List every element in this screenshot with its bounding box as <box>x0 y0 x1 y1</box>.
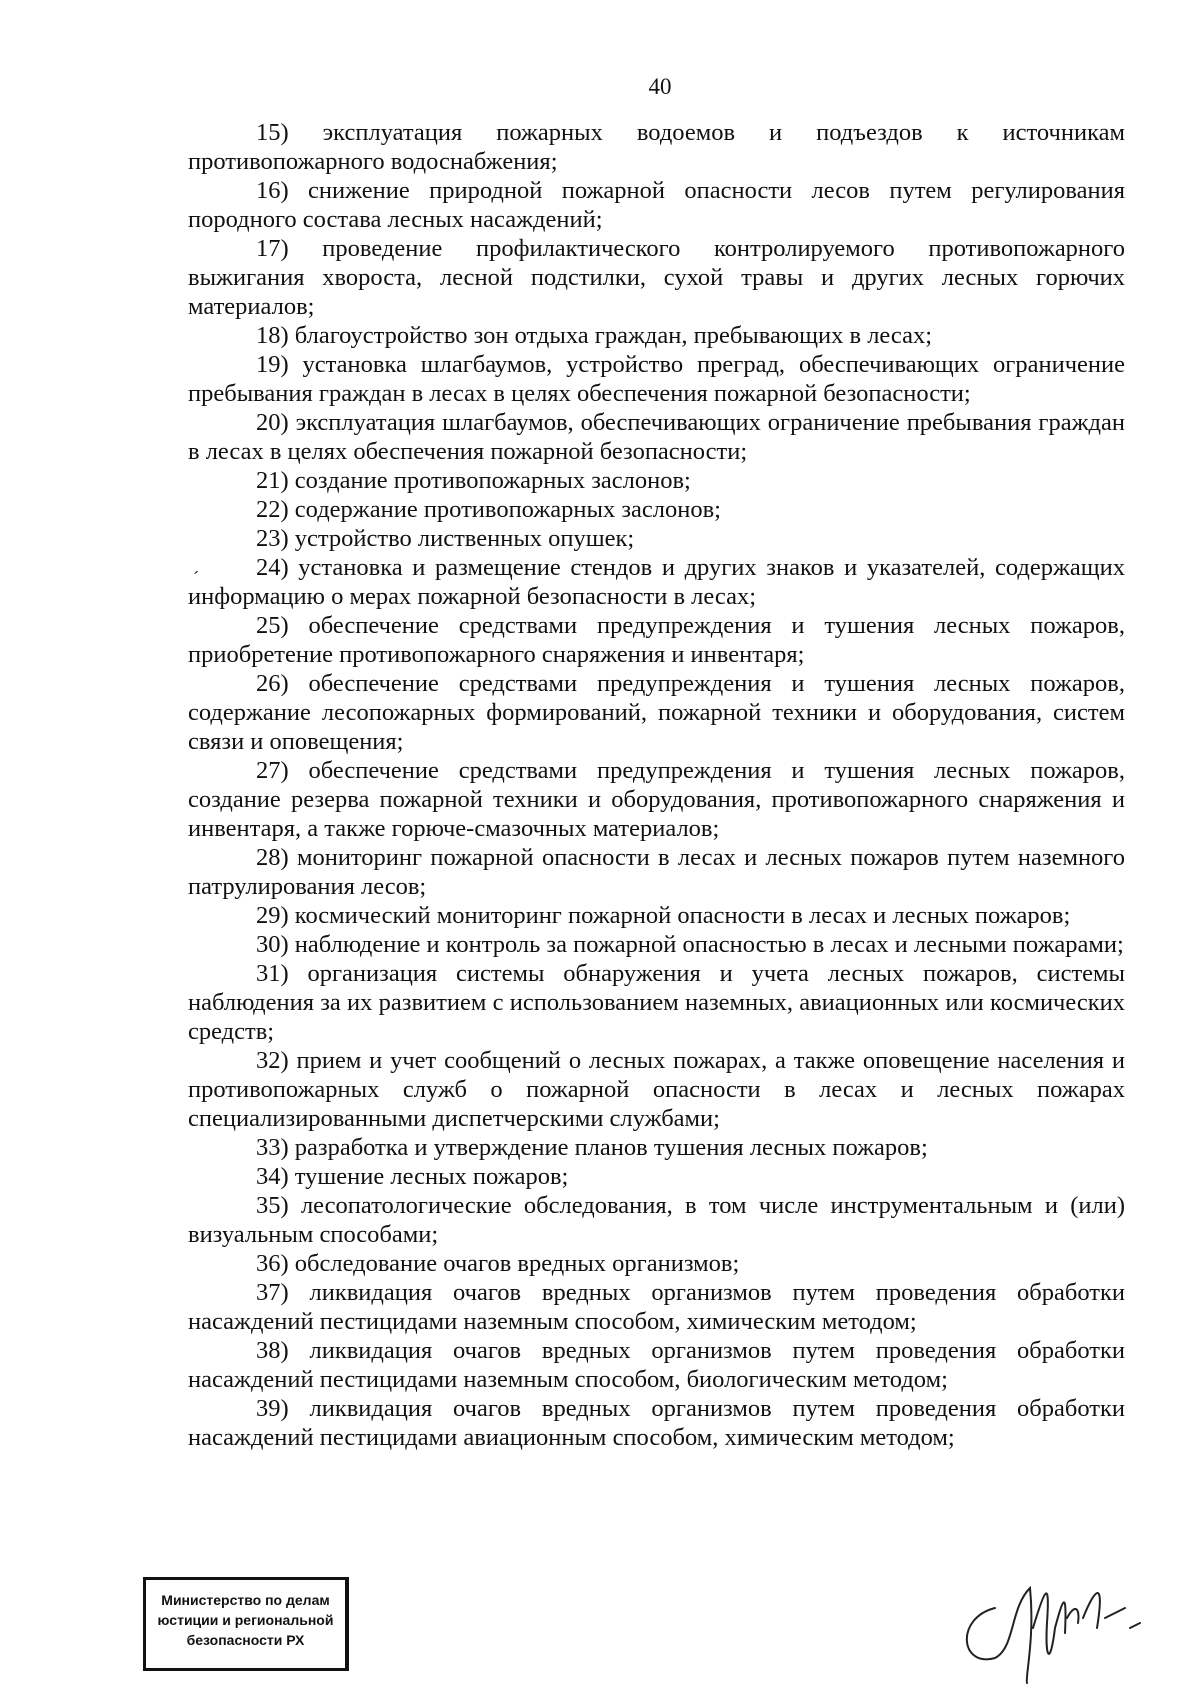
list-item: 24) установка и размещение стендов и других знаков и указателей, содержащих информацию о мерах пожарной безопасности в лесах; <box>188 554 1125 610</box>
list-item: 19) установка шлагбаумов, устройство преград, обеспечивающих ограничение пребывания граждан в лесах в целях обеспечения пожарной безопасности; <box>188 351 1125 407</box>
list-item: 18) благоустройство зон отдыха граждан, пребывающих в лесах; <box>256 322 933 349</box>
list-item: 21) создание противопожарных заслонов; <box>256 467 691 494</box>
list-item: 22) содержание противопожарных заслонов; <box>256 496 721 523</box>
list-item: 29) космический мониторинг пожарной опасности в лесах и лесных пожаров; <box>256 902 1071 929</box>
list-item: 17) проведение профилактического контролируемого противопожарного выжигания хвороста, лесной подстилки, сухой травы и других лесных горючих материалов; <box>188 235 1125 320</box>
list-item: 35) лесопатологические обследования, в том числе инструментальным и (или) визуальным способами; <box>188 1192 1125 1248</box>
list-item: 16) снижение природной пожарной опасности лесов путем регулирования породного состава лесных насаждений; <box>188 177 1125 233</box>
document-body <box>188 118 1125 1452</box>
stamp-line: безопасности РХ <box>186 1632 305 1648</box>
stamp-line: Министерство по делам <box>161 1592 330 1608</box>
list-item: 38) ликвидация очагов вредных организмов путем проведения обработки насаждений пестицидами наземным способом, биологическим методом; <box>188 1337 1125 1393</box>
list-item: 32) прием и учет сообщений о лесных пожарах, а также оповещение населения и противопожарных служб о пожарной опасности в лесах и лесных пожарах специализированными диспетчерскими службами; <box>188 1047 1125 1132</box>
list-item: 15) эксплуатация пожарных водоемов и подъездов к источникам противопожарного водоснабжения; <box>188 119 1125 175</box>
list-item: 25) обеспечение средствами предупреждения и тушения лесных пожаров, приобретение противопожарного снаряжения и инвентаря; <box>188 612 1125 668</box>
list-item: 28) мониторинг пожарной опасности в лесах и лесных пожаров путем наземного патрулирования лесов; <box>188 844 1125 900</box>
list-item: 31) организация системы обнаружения и учета лесных пожаров, системы наблюдения за их развитием с использованием наземных, авиационных или космических средств; <box>188 960 1125 1045</box>
stamp-line: юстиции и региональной <box>157 1612 334 1628</box>
list-item: 26) обеспечение средствами предупреждения и тушения лесных пожаров, содержание лесопожарных формирований, пожарной техники и оборудования, систем связи и оповещения; <box>188 670 1125 755</box>
list-item: 30) наблюдение и контроль за пожарной опасностью в лесах и лесными пожарами; <box>256 931 1124 958</box>
list-item: 23) устройство лиственных опушек; <box>256 525 635 552</box>
list-item: 39) ликвидация очагов вредных организмов путем проведения обработки насаждений пестицидами авиационным способом, химическим методом; <box>188 1395 1125 1451</box>
page-number: 40 <box>648 74 672 99</box>
signature <box>955 1548 1155 1688</box>
list-item: 33) разработка и утверждение планов тушения лесных пожаров; <box>256 1134 928 1161</box>
list-item: 36) обследование очагов вредных организмов; <box>256 1250 740 1277</box>
list-item: 20) эксплуатация шлагбаумов, обеспечивающих ограничение пребывания граждан в лесах в целях обеспечения пожарной безопасности; <box>188 409 1125 465</box>
list-item: 34) тушение лесных пожаров; <box>256 1163 569 1190</box>
list-item: 37) ликвидация очагов вредных организмов путем проведения обработки насаждений пестицидами наземным способом, химическим методом; <box>188 1279 1125 1335</box>
ministry-stamp <box>143 1577 349 1671</box>
margin-mark: ˊ <box>193 568 199 588</box>
list-item: 27) обеспечение средствами предупреждения и тушения лесных пожаров, создание резерва пожарной техники и оборудования, противопожарного снаряжения и инвентаря, а также горюче-смазочных материалов; <box>188 757 1125 842</box>
